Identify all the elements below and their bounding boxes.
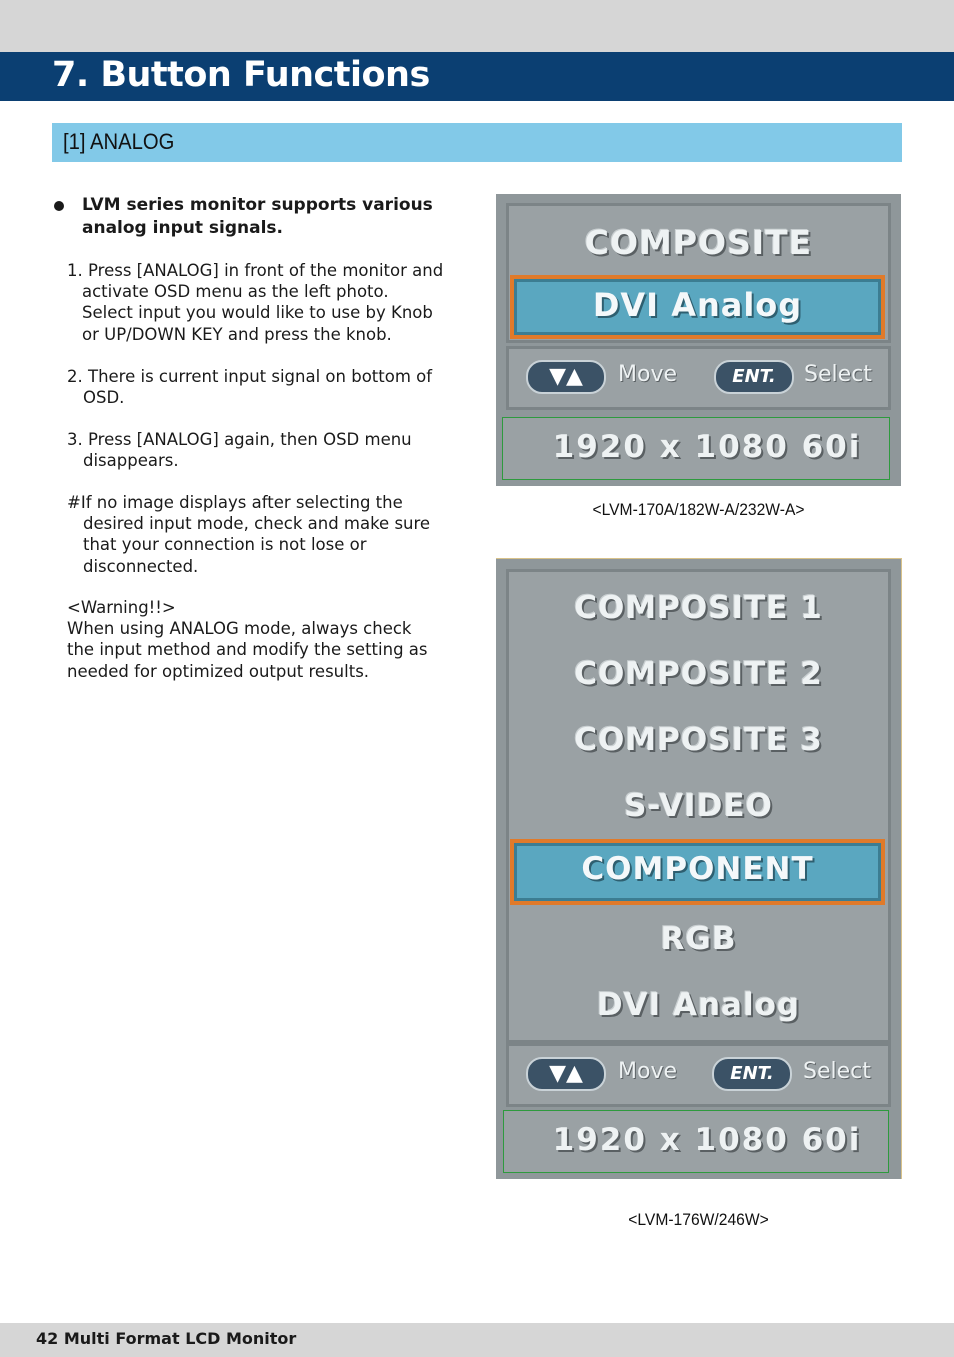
osd-screenshot-1 (496, 194, 901, 486)
lead-text: LVM series monitor supports various analog input signals. (82, 195, 433, 238)
osd-2-item-6: RGB (660, 921, 737, 957)
note-line-2: desired input mode, check and make sure (83, 514, 431, 534)
arrow-keys-icon: ▼▲ (526, 360, 606, 394)
enter-key-icon: ENT. (714, 360, 794, 394)
osd-screenshot-2 (496, 558, 902, 1179)
footer-text: 42 Multi Format LCD Monitor (36, 1329, 297, 1348)
step-1 (67, 260, 457, 345)
osd-1-resolution: 1920 x 1080 60i (552, 429, 862, 465)
osd-1-selected-label: DVI Analog (592, 286, 803, 324)
osd-1-move-label: Move (618, 362, 677, 387)
osd-1-resolution-box (502, 417, 890, 480)
page-title: 7. Button Functions (52, 55, 430, 95)
note-line-3: that your connection is not lose or (83, 535, 367, 555)
osd-1-selected-item (510, 275, 885, 339)
step-2-line-1: 2. There is current input signal on bottom of (67, 367, 433, 386)
title-bar (0, 52, 954, 101)
step-1-line-4: or UP/DOWN KEY and press the knob. (82, 324, 392, 344)
osd-2-menu (506, 569, 891, 1043)
section-bar (52, 123, 902, 162)
warning (67, 597, 457, 682)
enter-key-icon: ENT. (712, 1057, 792, 1091)
bullet-icon (54, 201, 64, 211)
warning-line-1: <Warning!!> (67, 598, 176, 617)
step-3-line-1: 3. Press [ANALOG] again, then OSD menu (67, 430, 412, 449)
warning-line-2: When using ANALOG mode, always check (67, 619, 412, 639)
osd-2-item-4: S-VIDEO (624, 788, 773, 824)
osd-2-selected-label: COMPONENT (581, 851, 814, 887)
warning-line-4: needed for optimized output results. (67, 661, 370, 681)
note-line-1: #If no image displays after selecting the (67, 493, 403, 512)
osd-2-resolution-box (503, 1110, 889, 1173)
step-1-line-1: 1. Press [ANALOG] in front of the monitor and (67, 261, 444, 280)
footer (0, 1323, 954, 1357)
note-line-4: disconnected. (83, 556, 199, 576)
step-1-line-2: activate OSD menu as the left photo. (82, 282, 389, 302)
osd-2-select-label: Select (803, 1059, 871, 1084)
osd-1-nav-row (506, 346, 891, 410)
osd-2-resolution: 1920 x 1080 60i (552, 1122, 862, 1158)
osd-2-nav-row (506, 1043, 891, 1107)
step-3 (67, 429, 457, 471)
osd-2-item-2: COMPOSITE 2 (574, 656, 823, 692)
osd-2-selected-item (510, 839, 885, 905)
osd-2-item-7: DVI Analog (596, 987, 801, 1023)
osd-2-item-3: COMPOSITE 3 (574, 722, 823, 758)
step-3-line-2: disappears. (83, 451, 179, 471)
top-band (0, 0, 954, 52)
note (67, 492, 457, 577)
osd-2-item-1: COMPOSITE 1 (574, 590, 823, 626)
warning-line-3: the input method and modify the setting as (67, 640, 428, 660)
section-title: [1] ANALOG (63, 129, 175, 154)
arrow-keys-icon: ▼▲ (526, 1057, 606, 1091)
step-1-line-3: Select input you would like to use by Knob (82, 303, 433, 323)
osd-1-select-label: Select (804, 362, 872, 387)
caption-1: <LVM-170A/182W-A/232W-A> (592, 500, 805, 519)
step-2 (67, 366, 457, 408)
osd-2-move-label: Move (618, 1059, 677, 1084)
caption-2: <LVM-176W/246W> (628, 1210, 769, 1229)
osd-1-item: COMPOSITE (584, 223, 813, 262)
step-2-line-2: OSD. (83, 388, 125, 408)
